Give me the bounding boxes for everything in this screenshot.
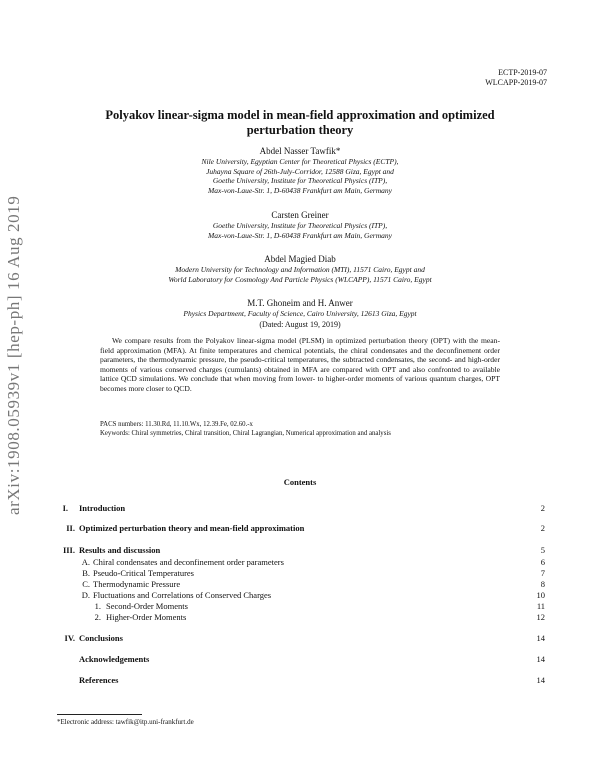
affiliation-line: Physics Department, Faculty of Science, Cairo University, 12613 Giza, Egypt (183, 309, 417, 318)
toc-entry[interactable]: 1. Second-Order Moments 11 (94, 601, 545, 611)
dated: (Dated: August 19, 2019) (259, 319, 341, 329)
toc-entry[interactable]: D. Fluctuations and Correlations of Conserved Charges 10 (81, 590, 545, 600)
affiliation-line: Juhayna Square of 26th-July-Corridor, 12588 Giza, Egypt and (206, 166, 394, 176)
report-number: ECTP-2019-07 (498, 68, 547, 77)
footnote-rule (57, 714, 142, 715)
contents-heading: Contents (283, 477, 317, 487)
affiliation-line: Goethe University, Institute for Theoretical Physics (ITP), (212, 221, 388, 230)
arxiv-identifier: arXiv:1908.05939v1 [hep-ph] 16 Aug 2019 (4, 195, 23, 515)
toc-entry[interactable]: References 14 (79, 675, 545, 685)
report-numbers (485, 68, 547, 88)
toc-entry[interactable]: III. Results and discussion 5 (62, 545, 545, 555)
author-block (60, 298, 540, 330)
toc-entry[interactable]: IV. Conclusions 14 (64, 633, 545, 643)
toc-entry[interactable]: 2. Higher-Order Moments 12 (94, 612, 545, 622)
title-line: Polyakov linear-sigma model in mean-field approximation and optimized (105, 108, 495, 122)
toc-entry[interactable]: I. Introduction 2 (62, 503, 545, 513)
paper-title (70, 108, 530, 138)
affiliation-line: Max-von-Laue-Str. 1, D-60438 Frankfurt am Main, Germany (208, 185, 392, 195)
footnote: *Electronic address: tawfik@itp.uni-frankfurt.de (57, 718, 194, 726)
title-line: perturbation theory (246, 123, 354, 137)
toc-entry[interactable]: A. Chiral condensates and deconfinement order parameters 6 (81, 557, 545, 567)
toc-entry[interactable]: C. Thermodynamic Pressure 8 (82, 579, 545, 589)
author-block (60, 254, 540, 284)
report-number: WLCAPP-2019-07 (485, 78, 547, 87)
toc-entry[interactable]: II. Optimized perturbation theory and mean-field approximation 2 (66, 523, 545, 533)
author-block (60, 146, 540, 195)
abstract: We compare results from the Polyakov linear-sigma model (PLSM) in optimized perturbation theory (OPT) with the mean-field approximation (MFA). At finite temperatures and chemical potentials, the chiral condensates and the deconfinement order parameters, the thermodynamic pressure, the pseudo-critical temperatures, the subtracted condensates, the second- and high-order moments of various conserved charges (cumulants) obtained in MFA are compared with OPT and also confronted to available lattice QCD simulations. We conclude that when moving from lower- to higher-order moments of various quantum charges, OPT becomes more closer to QCD. (100, 336, 500, 393)
author-name: Abdel Nasser Tawfik* (259, 146, 341, 156)
toc-entry[interactable]: Acknowledgements 14 (79, 654, 545, 664)
toc-entry[interactable]: B. Pseudo-Critical Temperatures 7 (82, 568, 545, 578)
affiliation-line: Modern University for Technology and Information (MTI), 11571 Cairo, Egypt and (175, 265, 425, 274)
keywords: Keywords: Chiral symmetries, Chiral transition, Chiral Lagrangian, Numerical approximation and analysis (100, 430, 391, 437)
affiliation-line: Nile University, Egyptian Center for Theoretical Physics (ECTP), (201, 157, 399, 166)
affiliation-line: World Laboratory for Cosmology And Particle Physics (WLCAPP), 11571 Cairo, Egypt (168, 274, 432, 284)
pacs-numbers: PACS numbers: 11.30.Rd, 11.10.Wx, 12.39.Fe, 02.60.-x (100, 421, 253, 428)
affiliation-line: Goethe University, Institute for Theoretical Physics (ITP), (212, 176, 388, 185)
author-block (60, 210, 540, 240)
author-name: Carsten Greiner (271, 210, 329, 220)
author-name: M.T. Ghoneim and H. Anwer (247, 298, 353, 308)
author-name: Abdel Magied Diab (264, 254, 336, 264)
affiliation-line: Max-von-Laue-Str. 1, D-60438 Frankfurt am Main, Germany (208, 230, 392, 240)
